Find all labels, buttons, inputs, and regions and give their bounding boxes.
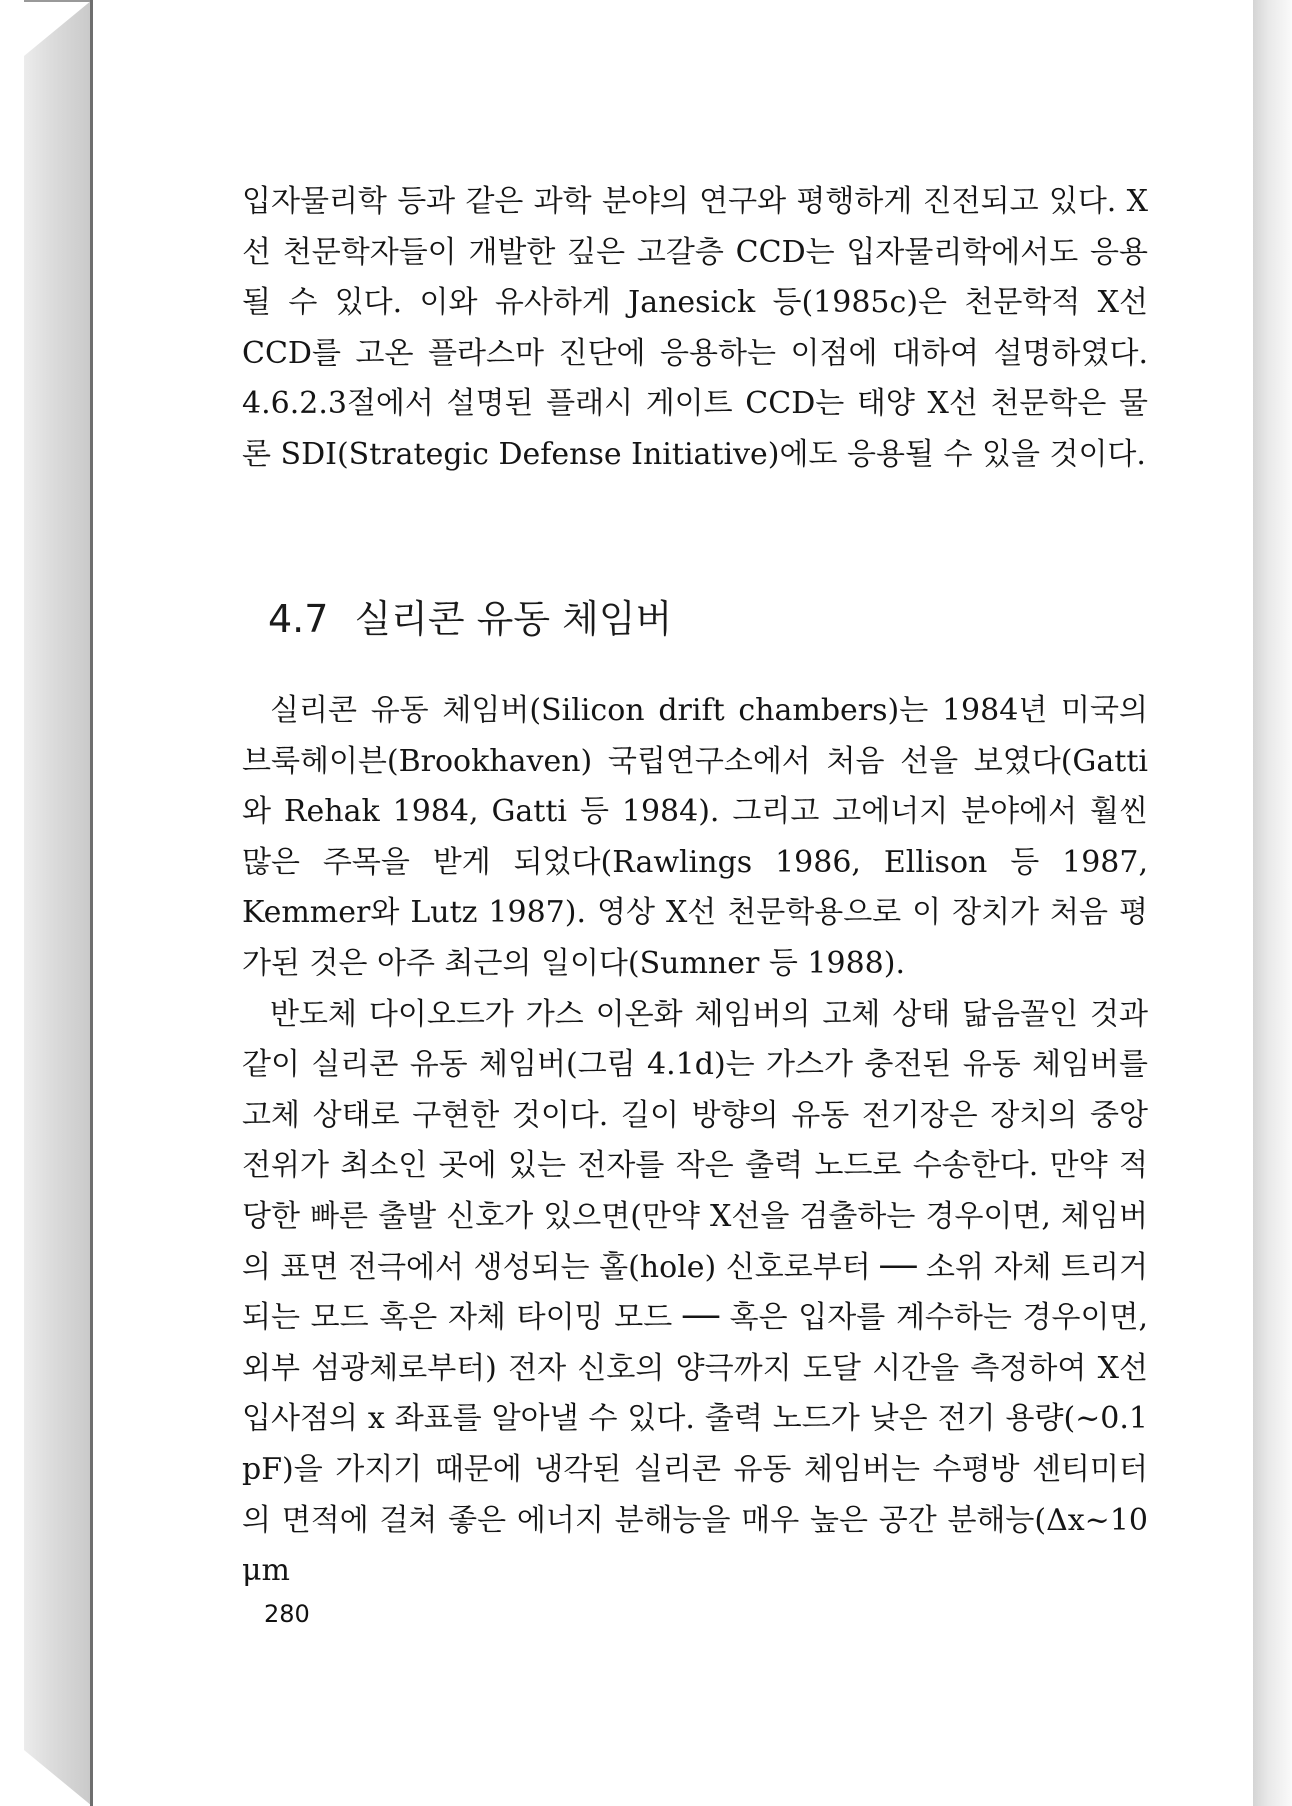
section-heading (268, 588, 698, 643)
book-spine (24, 0, 92, 1806)
section-body (242, 686, 1148, 1597)
top-paragraph-block (242, 177, 1148, 481)
paragraph-description: 반도체 다이오드가 가스 이온화 체임버의 고체 상태 닮음꼴인 것과 같이 실리콘 유동 체임버(그림 4.1d)는 가스가 충전된 유동 체임버를 고체 상태로 구현한 것이다. 길이 방향의 유동 전기장은 장치의 중앙 전위가 최소인 곳에 있는 전자를 작은 출력 노드로 수송한다. 만약 적당한 빠른 출발 신호가 있으면(만약 X선을 검출하는 경우이면, 체임버의 표면 전극에서 생성되는 홀(hole) 신호로부터 ── 소위 자체 트리거되는 모드 혹은 자체 타이밍 모드 ── 혹은 입자를 계수하는 경우이면, 외부 섬광체로부터) 전자 신호의 양극까지 도달 시간을 측정하여 X선 입사점의 x 좌표를 알아낼 수 있다. 출력 노드가 낮은 전기 용량(~0.1 pF)을 가지기 때문에 냉각된 실리콘 유동 체임버는 수평방 센티미터의 면적에 걸쳐 좋은 에너지 분해능을 매우 높은 공간 분해능(Δx~10 μm (242, 996, 1148, 1589)
page-edge-shadow (1253, 0, 1292, 1806)
paragraph-continued: 입자물리학 등과 같은 과학 분야의 연구와 평행하게 진전되고 있다. X선 천문학자들이 개발한 깊은 고갈층 CCD는 입자물리학에서도 응용될 수 있다. 이와 유사하게 Janesick 등(1985c)은 천문학적 X선 CCD를 고온 플라스마 진단에 응용하는 이점에 대하여 설명하였다. 4.6.2.3절에서 설명된 플래시 게이트 CCD는 태양 X선 천문학은 물론 SDI(Strategic Defense Initiative)에도 응용될 수 있을 것이다. (242, 184, 1148, 472)
section-number: 4.7 (268, 597, 329, 641)
page-number: 280 (264, 1600, 310, 1628)
paragraph-intro: 실리콘 유동 체임버(Silicon drift chambers)는 1984년 미국의 브룩헤이븐(Brookhaven) 국립연구소에서 처음 선을 보였다(Gatti와 Rehak 1984, Gatti 등 1984). 그리고 고에너지 분야에서 훨씬 많은 주목을 받게 되었다(Rawlings 1986, Ellison 등 1987, Kemmer와 Lutz 1987). 영상 X선 천문학용으로 이 장치가 처음 평가된 것은 아주 최근의 일이다(Sumner 등 1988). (242, 693, 1148, 981)
section-title: 실리콘 유동 체임버 (354, 597, 673, 641)
